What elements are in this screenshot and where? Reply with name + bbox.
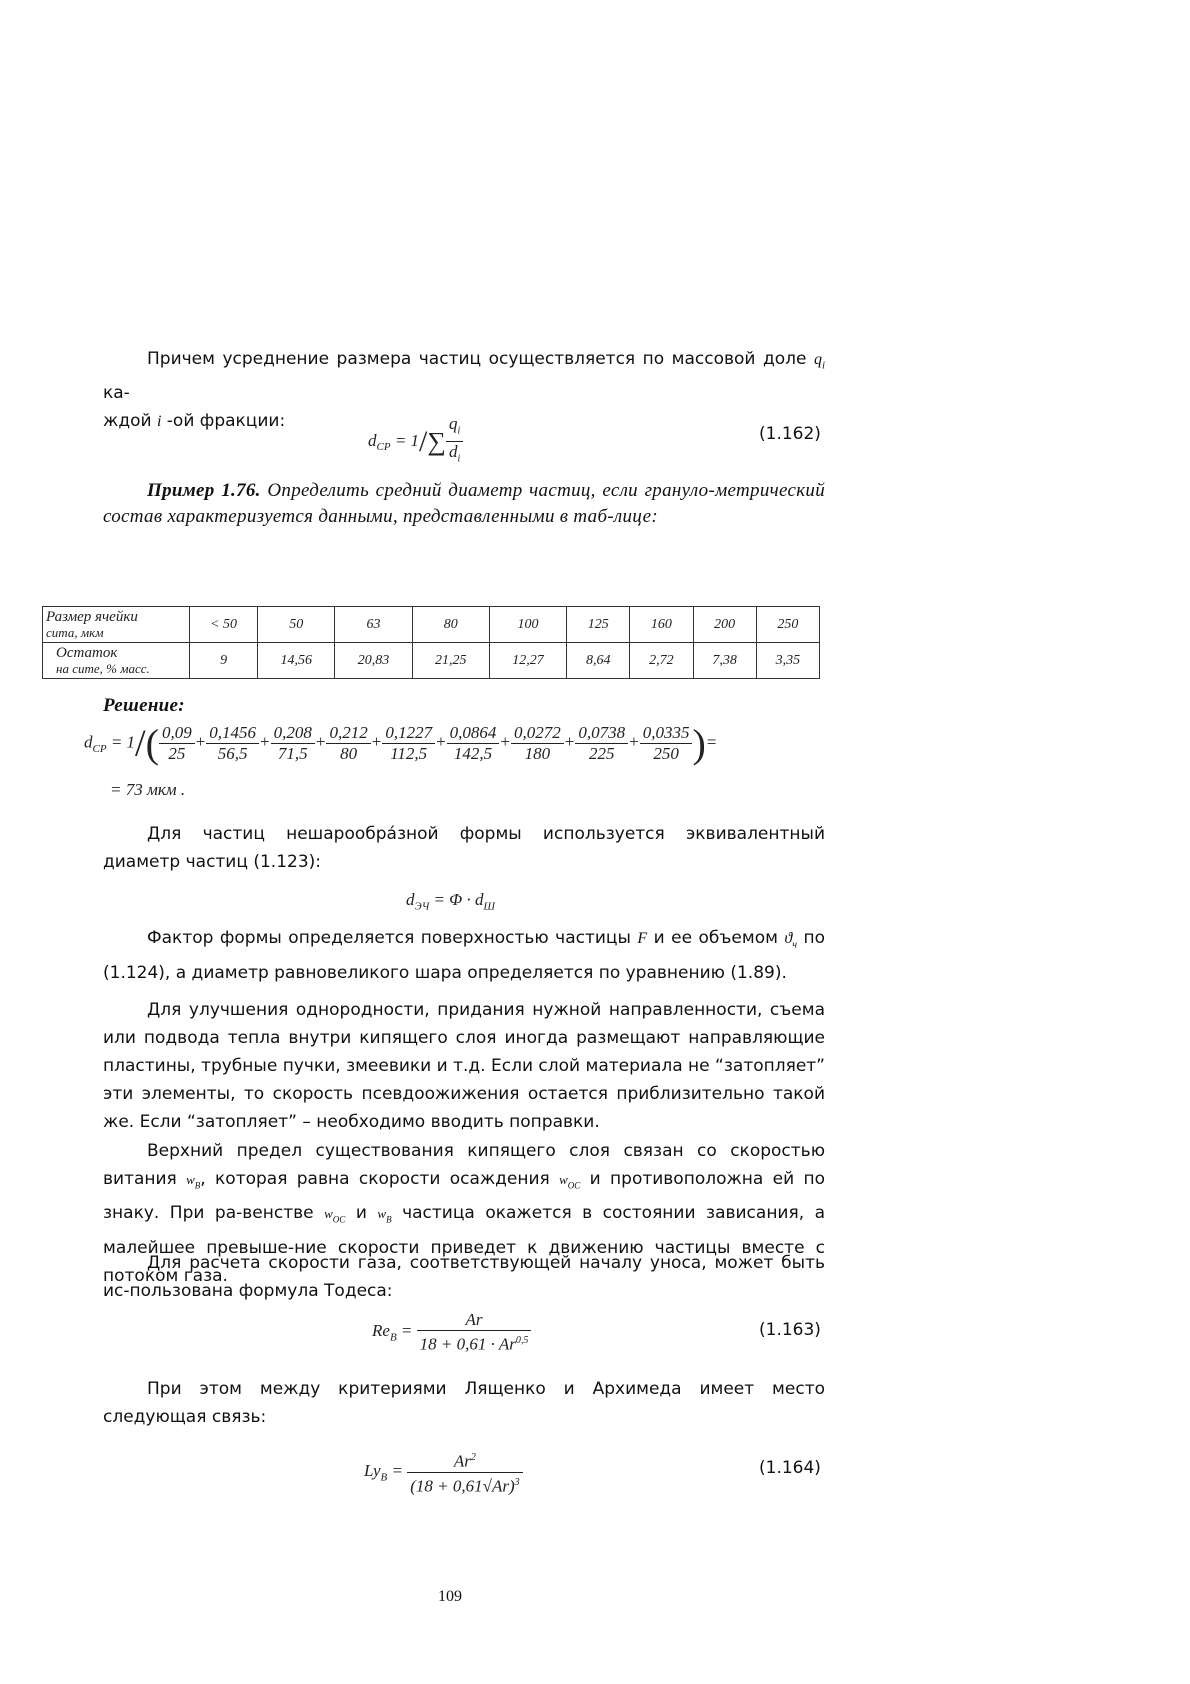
table-cell: 21,25	[412, 643, 489, 679]
solution-fraction	[382, 723, 435, 764]
plus-sign: +	[371, 732, 382, 752]
fraction-numerator: 0,208	[271, 723, 315, 744]
paragraph-lyashchenko: При этом между критериями Лященко и Архимеда имеет место следующая связь:	[103, 1379, 825, 1427]
fraction-denominator: 225	[588, 744, 615, 763]
plus-sign: +	[564, 732, 575, 752]
table-cell: 80	[412, 607, 489, 643]
table-cell: 8,64	[567, 643, 630, 679]
fraction-denominator: 80	[340, 744, 358, 763]
fraction-numerator: 0,1456	[206, 723, 259, 744]
table-cell: 63	[335, 607, 412, 643]
fraction-denominator: 250	[653, 744, 679, 763]
table-cell: 12,27	[489, 643, 566, 679]
table-cell: 200	[693, 607, 756, 643]
page-number: 109	[438, 1588, 462, 1605]
table-row	[43, 643, 820, 679]
solution-fraction	[206, 723, 259, 764]
table-cell: 7,38	[693, 643, 756, 679]
solution-result: = 73 мкм .	[110, 780, 186, 799]
table-cell: 9	[190, 643, 258, 679]
fraction-denominator: 112,5	[390, 744, 428, 763]
solution-fraction	[271, 723, 315, 764]
fraction-denominator: 25	[168, 744, 186, 763]
fraction-denominator: 142,5	[453, 744, 493, 763]
paragraph-equivalent-diameter: Для частиц нешарообра́зной формы используется эквивалентный диаметр частиц (1.123):	[103, 824, 825, 872]
paragraph-shape-factor: Фактор формы определяется поверхностью частицы F и ее объемом $ϑ_ч$ по (1.124), а диаметр равновеликого шара определяется по уравнению (1.89).	[103, 928, 826, 984]
solution-fraction	[326, 723, 370, 764]
table-cell: 160	[630, 607, 693, 643]
paragraph-upper-limit: Верхний предел существования кипящего слоя связан со скоростью витания $w_В$, которая равна скорости осаждения $w_{ОС}$ и противоположна ей по знаку. При ра-венстве $w_{ОС}$ и $w_В$ частица окажется в состоянии зависания, а малейшее превыше-ние скорости приведет к движению частицы вместе с потоком газа.	[103, 1141, 826, 1286]
plus-sign: +	[436, 732, 446, 752]
fraction-denominator: 71,5	[277, 744, 308, 763]
example-1-76: Пример 1.76. Определить средний диаметр частиц, если грануло-метрический состав характеризуется данными, представленными в таб-лице:	[103, 480, 825, 527]
equation-number-1-162: (1.162)	[759, 424, 821, 444]
solution-fraction	[640, 723, 693, 764]
table-cell: 50	[258, 607, 335, 643]
solution-fraction	[447, 723, 500, 764]
table-cell: 100	[489, 607, 566, 643]
fraction-numerator: 0,0738	[575, 723, 628, 744]
table-row	[43, 607, 820, 643]
table-cell: 2,72	[630, 643, 693, 679]
equation-1-164: $Ly_В$ = $\frac{Ar^2}{(18 + 0,61√Ar)^3}$	[364, 1448, 523, 1496]
equation-equivalent-diameter: $d_{ЭЧ} = \Phi \cdot d_Ш$	[406, 890, 495, 913]
row-header-residue: Остаток на сите, % масс.	[43, 643, 190, 679]
table-cell: < 50	[190, 607, 258, 643]
fraction-denominator: 180	[524, 744, 551, 763]
solution-label: Решение:	[103, 695, 185, 716]
table-cell: 3,35	[756, 643, 819, 679]
sieve-analysis-table	[42, 606, 820, 679]
equation-1-162: $d_{СР} = 1/\sum$ $\frac{q_i}{d_i}$	[368, 414, 463, 470]
fraction-denominator: 56,5	[217, 744, 248, 763]
fraction-numerator: 0,0272	[511, 723, 564, 744]
fraction-numerator: 0,0864	[447, 723, 500, 744]
table-cell: 250	[756, 607, 819, 643]
plus-sign: +	[315, 732, 326, 752]
table-cell: 20,83	[335, 643, 412, 679]
equation-number-1-163: (1.163)	[759, 1320, 821, 1340]
plus-sign: +	[500, 732, 510, 752]
plus-sign: +	[260, 732, 270, 752]
solution-fraction	[511, 723, 564, 764]
fraction-numerator: 0,0335	[640, 723, 693, 744]
fraction-numerator: 0,212	[326, 723, 370, 744]
equation-number-1-164: (1.164)	[759, 1458, 821, 1478]
table-cell: 125	[567, 607, 630, 643]
solution-formula: $d_{СР} = 1/$( $\frac{0,09}{25}$ + $\frac{0,1456}{56,5}$ + $\frac{0,208}{71,5}$ + $\frac{0,212}{80}$ + $\frac{0,1227}{112,5}$ + $\frac{0,0864}{142,5}$ + $\frac{0,0272}{180}$ + $\frac{0,0738}{225}$ + $\frac{0,0335}{250}$ )=	[84, 721, 718, 766]
fraction-numerator: 0,09	[159, 723, 195, 744]
equation-1-163: $Re_В$ = $\frac{Ar}{18 + 0,61 \cdot Ar^{0,5}}$	[372, 1310, 531, 1355]
row-header-mesh-size: Размер ячейки сита, мкм	[43, 607, 190, 643]
solution-fraction	[159, 723, 195, 764]
plus-sign: +	[195, 732, 206, 752]
paragraph-todes-formula: Для расчета скорости газа, соответствующей началу уноса, может быть ис-пользована формула Тодеса:	[103, 1253, 825, 1301]
solution-fraction	[575, 723, 628, 764]
paragraph-mass-fraction: Причем усреднение размера частиц осуществляется по массовой доле $q_i$ ка- ждой i -ой фракции:	[103, 349, 825, 432]
paragraph-guide-plates: Для улучшения однородности, придания нужной направленности, съема или подвода тепла внутри кипящего слоя иногда размещают направляющие пластины, трубные пучки, змеевики и т.д. Если слой материала не “затопляет” эти элементы, то скорость псевдоожижения остается приблизительно такой же. Если “затопляет” – необходимо вводить поправки.	[103, 1000, 825, 1132]
fraction-numerator: 0,1227	[382, 723, 435, 744]
plus-sign: +	[629, 732, 639, 752]
table-cell: 14,56	[258, 643, 335, 679]
